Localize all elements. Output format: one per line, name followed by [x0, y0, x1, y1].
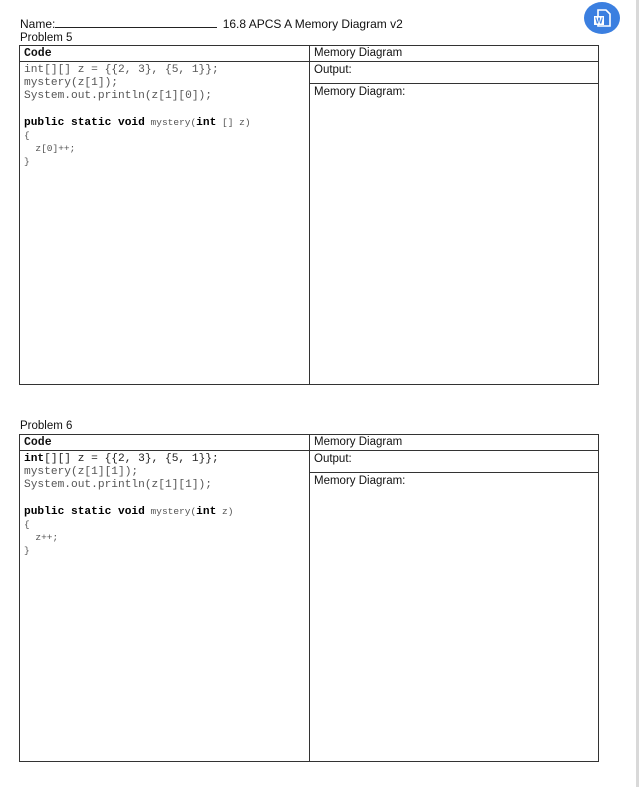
code-line-2: mystery(z[1]);: [24, 77, 118, 89]
worksheet-title: 16.8 APCS A Memory Diagram v2: [222, 17, 403, 31]
problem-6-label: Problem 6: [20, 420, 73, 432]
code-cell: [20, 62, 310, 385]
code-line-5: public static void mystery(int [] z): [24, 117, 251, 129]
worksheet-header: [20, 16, 403, 31]
code-line-3: System.out.println(z[1][1]);: [24, 479, 212, 491]
code-line-7: z++;: [24, 532, 59, 543]
code-cell: [20, 451, 310, 762]
output-label: Output:: [314, 453, 352, 465]
code-line-6: {: [24, 130, 30, 141]
word-app-badge[interactable]: [584, 2, 620, 34]
code-line-2: mystery(z[1][1]);: [24, 466, 139, 478]
code-line-3: System.out.println(z[1][0]);: [24, 90, 212, 102]
memory-diagram-cell[interactable]: [310, 84, 599, 385]
memory-diagram-column-header: Memory Diagram: [310, 46, 599, 62]
memory-diagram-column-header: Memory Diagram: [310, 435, 599, 451]
name-blank-line[interactable]: [55, 16, 217, 28]
code-line-6: {: [24, 519, 30, 530]
memory-diagram-label: Memory Diagram:: [314, 475, 406, 487]
memory-diagram-cell[interactable]: [310, 473, 599, 762]
word-app-icon: [591, 7, 613, 29]
code-line-1: int[][] z = {{2, 3}, {5, 1}};: [24, 453, 219, 465]
name-label: Name:: [20, 17, 56, 31]
output-cell[interactable]: [310, 62, 599, 84]
code-line-8: }: [24, 156, 30, 167]
problem-6-table: [19, 434, 599, 762]
output-label: Output:: [314, 64, 352, 76]
code-column-header: Code: [20, 46, 310, 62]
output-cell[interactable]: [310, 451, 599, 473]
problem-5-label: Problem 5: [20, 32, 73, 44]
code-line-7: z[0]++;: [24, 143, 76, 154]
memory-diagram-label: Memory Diagram:: [314, 86, 406, 98]
code-line-1: int[][] z = {{2, 3}, {5, 1}};: [24, 64, 219, 76]
code-line-8: }: [24, 545, 30, 556]
code-column-header: Code: [20, 435, 310, 451]
problem-5-table: [19, 45, 599, 385]
svg-text:W: W: [595, 16, 603, 26]
code-line-5: public static void mystery(int z): [24, 506, 234, 518]
